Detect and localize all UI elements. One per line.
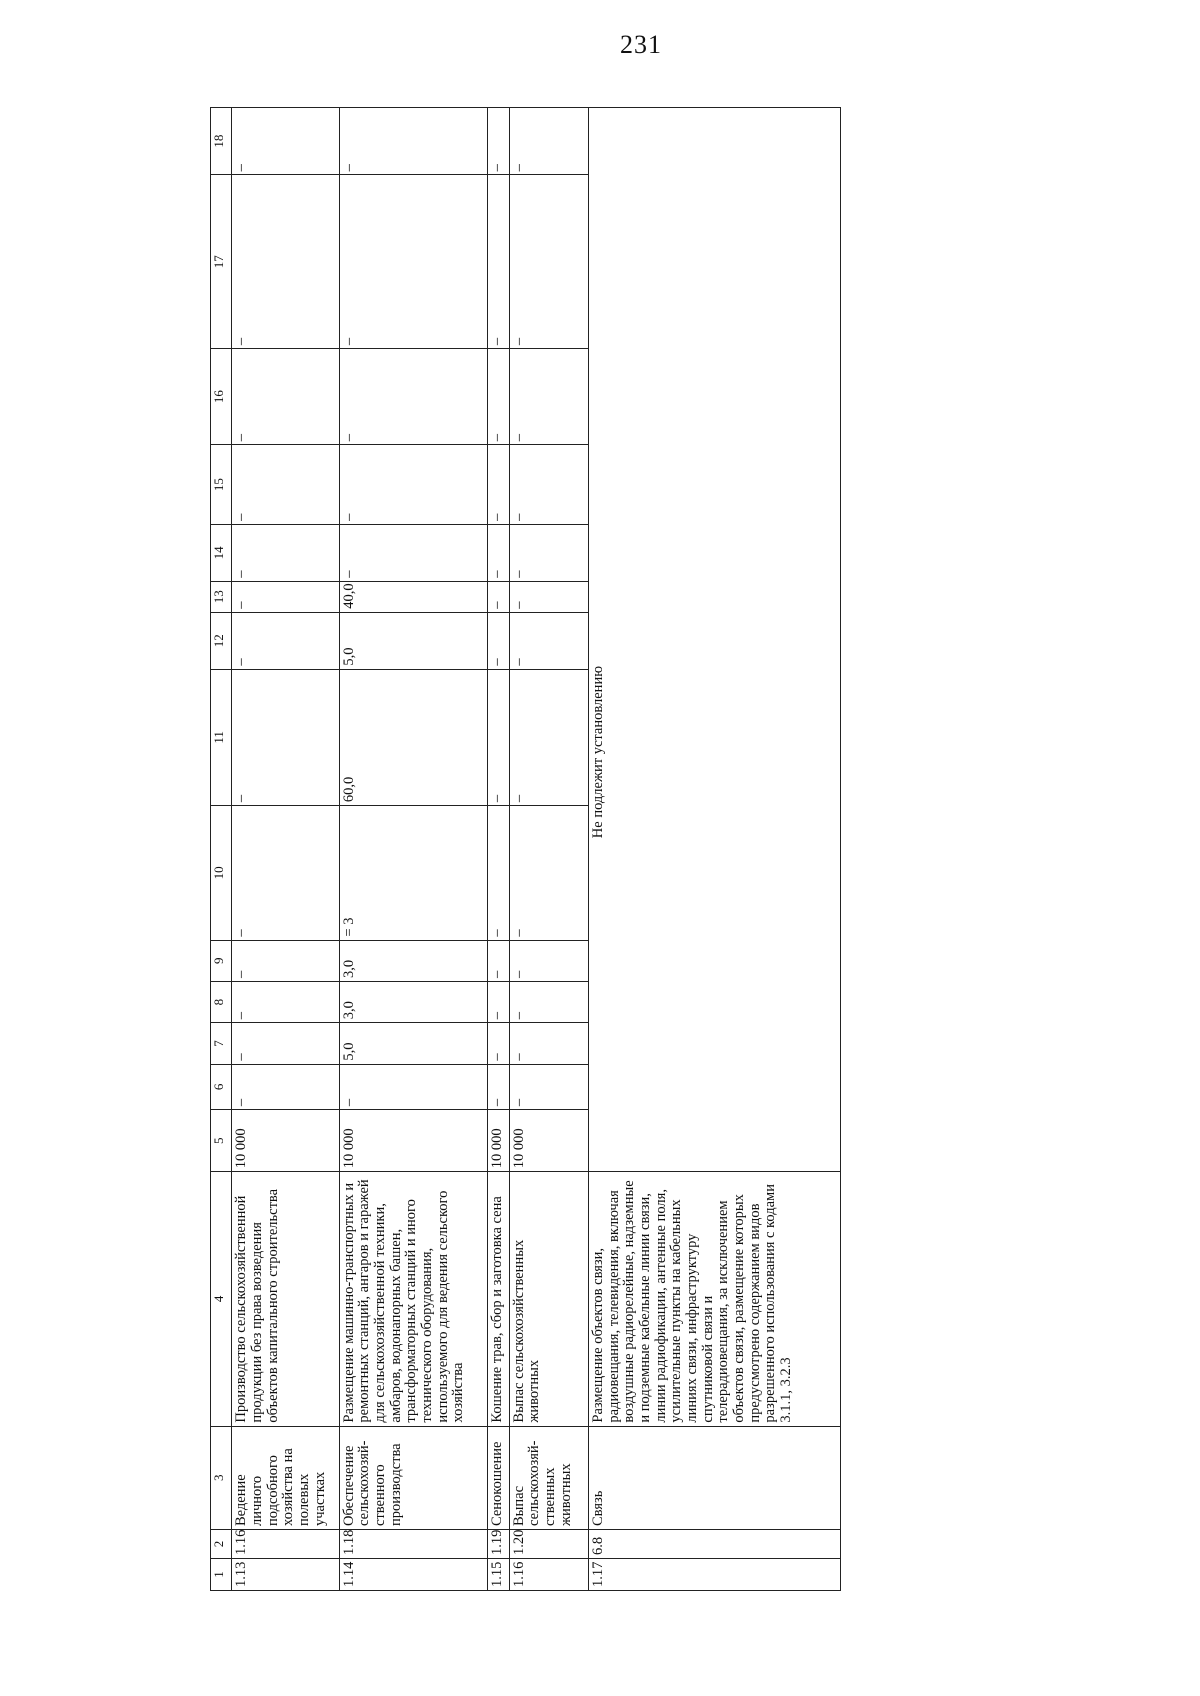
use-code: 1.20 bbox=[509, 1530, 588, 1559]
column-number: 15 bbox=[211, 445, 232, 525]
use-code: 1.19 bbox=[487, 1530, 509, 1559]
use-description: Размещение объектов связи, радиовещания, телевидения, включая воздушные радиорелейные, надземные и подземные кабельные линии связи, линии радиофикации, антенные поля, усилительные пункты на кабельных линиях связи, инфраструктуру спутниковой связи и телерадиовещания, за исключением объектов связи, размещение которых предусмотрено содержанием видов разрешенного использования с кодами 3.1.1, 3.2.3 bbox=[589, 1172, 841, 1426]
value-cell: 3,0 bbox=[339, 940, 487, 981]
value-cell: 60,0 bbox=[339, 669, 487, 806]
column-number: 6 bbox=[211, 1064, 232, 1110]
value-cell: 3,0 bbox=[339, 981, 487, 1022]
value-cell: – bbox=[487, 806, 509, 940]
value-cell: – bbox=[487, 1023, 509, 1064]
value-cell: – bbox=[232, 981, 339, 1022]
value-cell: – bbox=[487, 581, 509, 612]
column-number-row bbox=[211, 108, 232, 1591]
value-cell: – bbox=[232, 940, 339, 981]
value-cell: – bbox=[487, 175, 509, 349]
value-cell: – bbox=[509, 445, 588, 525]
row-number: 1.13 bbox=[232, 1558, 339, 1590]
use-code: 1.18 bbox=[339, 1530, 487, 1559]
use-name: Обеспечение сельскохозяй-ственного производства bbox=[339, 1426, 487, 1529]
row-number: 1.16 bbox=[509, 1558, 588, 1590]
column-number: 8 bbox=[211, 981, 232, 1022]
value-cell: – bbox=[509, 806, 588, 940]
value-cell: – bbox=[509, 349, 588, 445]
page-number: 231 bbox=[620, 30, 662, 59]
value-cell: – bbox=[509, 175, 588, 349]
use-description: Производство сельскохозяйственной продукции без права возведения объектов капитального строительства bbox=[232, 1172, 339, 1426]
column-number: 4 bbox=[211, 1172, 232, 1426]
table-row bbox=[589, 108, 841, 1591]
column-number: 10 bbox=[211, 806, 232, 940]
column-number: 13 bbox=[211, 581, 232, 612]
value-cell: – bbox=[339, 349, 487, 445]
use-name: Сенокошение bbox=[487, 1426, 509, 1529]
value-cell: 10 000 bbox=[339, 1110, 487, 1172]
value-cell: – bbox=[487, 445, 509, 525]
use-description: Выпас сельскохозяйственных животных bbox=[509, 1172, 588, 1426]
value-cell: – bbox=[339, 175, 487, 349]
value-cell: 10 000 bbox=[487, 1110, 509, 1172]
value-cell: – bbox=[509, 669, 588, 806]
column-number: 14 bbox=[211, 524, 232, 581]
value-cell: 10 000 bbox=[509, 1110, 588, 1172]
value-cell: 10 000 bbox=[232, 1110, 339, 1172]
column-number: 7 bbox=[211, 1023, 232, 1064]
value-cell: – bbox=[487, 524, 509, 581]
column-number: 3 bbox=[211, 1426, 232, 1529]
value-cell: – bbox=[232, 524, 339, 581]
value-cell: – bbox=[509, 1023, 588, 1064]
table-row bbox=[487, 108, 509, 1591]
rotated-table-frame bbox=[210, 107, 841, 1591]
value-cell: – bbox=[232, 1023, 339, 1064]
use-code: 6.8 bbox=[589, 1530, 841, 1559]
use-code: 1.16 bbox=[232, 1530, 339, 1559]
value-cell: – bbox=[487, 669, 509, 806]
column-number: 12 bbox=[211, 612, 232, 669]
table-body bbox=[211, 108, 841, 1591]
row-number: 1.17 bbox=[589, 1558, 841, 1590]
value-cell: – bbox=[487, 108, 509, 175]
use-name: Ведение личного подсобного хозяйства на полевых участках bbox=[232, 1426, 339, 1529]
value-cell: – bbox=[232, 806, 339, 940]
value-cell: – bbox=[232, 108, 339, 175]
value-cell: 5,0 bbox=[339, 612, 487, 669]
value-cell: – bbox=[509, 581, 588, 612]
table-row bbox=[339, 108, 487, 1591]
land-use-table bbox=[210, 107, 841, 1591]
table-row bbox=[232, 108, 339, 1591]
value-cell: – bbox=[232, 349, 339, 445]
column-number: 11 bbox=[211, 669, 232, 806]
value-cell: – bbox=[232, 445, 339, 525]
column-number: 17 bbox=[211, 175, 232, 349]
value-cell: – bbox=[487, 981, 509, 1022]
row-number: 1.15 bbox=[487, 1558, 509, 1590]
column-number: 18 bbox=[211, 108, 232, 175]
not-applicable-note: Не подлежит установлению bbox=[590, 665, 607, 839]
column-number: 2 bbox=[211, 1530, 232, 1559]
value-cell: – bbox=[487, 612, 509, 669]
table-row bbox=[509, 108, 588, 1591]
use-description: Кошение трав, сбор и заготовка сена bbox=[487, 1172, 509, 1426]
value-cell: – bbox=[487, 940, 509, 981]
value-cell: 5,0 bbox=[339, 1023, 487, 1064]
value-cell: = 3 bbox=[339, 806, 487, 940]
value-cell: – bbox=[232, 581, 339, 612]
column-number: 5 bbox=[211, 1110, 232, 1172]
value-cell: – bbox=[339, 108, 487, 175]
value-cell: – bbox=[232, 669, 339, 806]
use-name: Выпас сельскохозяй-ственных животных bbox=[509, 1426, 588, 1529]
value-cell: – bbox=[339, 524, 487, 581]
value-cell: – bbox=[509, 108, 588, 175]
value-cell: – bbox=[487, 349, 509, 445]
value-cell: – bbox=[509, 524, 588, 581]
value-cell: – bbox=[509, 1064, 588, 1110]
column-number: 16 bbox=[211, 349, 232, 445]
value-cell: – bbox=[509, 940, 588, 981]
value-cell: – bbox=[339, 445, 487, 525]
use-description: Размещение машинно-транспортных и ремонтных станций, ангаров и гаражей для сельскохозяйственной техники, амбаров, водонапорных башен, трансформаторных станций и иного технического оборудования, используемого для ведения сельского хозяйства bbox=[339, 1172, 487, 1426]
value-cell: 40,0 bbox=[339, 581, 487, 612]
value-cell: – bbox=[232, 1064, 339, 1110]
value-cell: – bbox=[232, 612, 339, 669]
column-number: 1 bbox=[211, 1558, 232, 1590]
use-name: Связь bbox=[589, 1426, 841, 1529]
value-cell: – bbox=[232, 175, 339, 349]
value-cell: – bbox=[509, 612, 588, 669]
column-number: 9 bbox=[211, 940, 232, 981]
row-number: 1.14 bbox=[339, 1558, 487, 1590]
value-cell: – bbox=[487, 1064, 509, 1110]
merged-note-cell bbox=[589, 108, 841, 1172]
value-cell: – bbox=[339, 1064, 487, 1110]
value-cell: – bbox=[509, 981, 588, 1022]
